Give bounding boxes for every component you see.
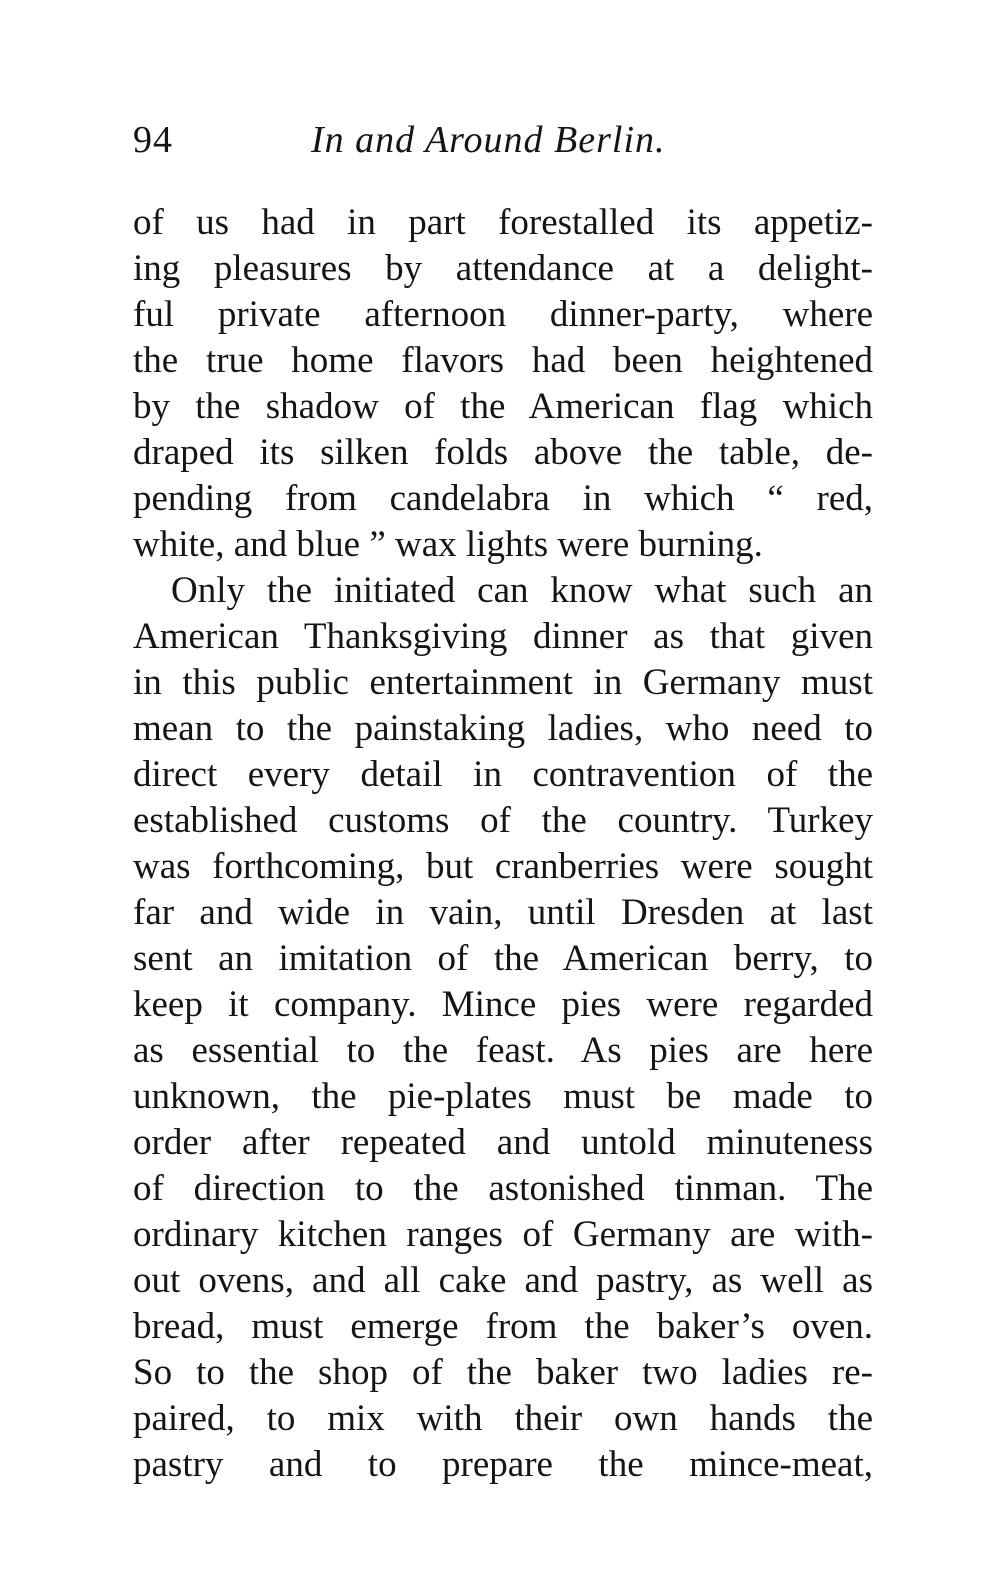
text-line: draped its silken folds above the table, de- (133, 432, 873, 473)
page-number: 94 (133, 119, 173, 161)
text-line: Only the initiated can know what such an (171, 570, 873, 611)
text-line: paired, to mix with their own hands the (133, 1398, 873, 1439)
text-line: as essential to the feast. As pies are here (133, 1030, 873, 1071)
text-line: established customs of the country. Turkey (133, 800, 873, 841)
text-line: pastry and to prepare the mince-meat, (133, 1444, 873, 1485)
text-line: So to the shop of the baker two ladies re- (133, 1352, 873, 1393)
text-line: unknown, the pie-plates must be made to (133, 1076, 873, 1117)
text-line: sent an imitation of the American berry, to (133, 938, 873, 979)
text-line: ordinary kitchen ranges of Germany are with- (133, 1214, 873, 1255)
text-line: of direction to the astonished tinman. The (133, 1168, 873, 1209)
text-line: ful private afternoon dinner-party, where (133, 294, 873, 335)
text-line: bread, must emerge from the baker’s oven. (133, 1306, 873, 1347)
text-line: was forthcoming, but cranberries were sought (133, 846, 873, 887)
text-line: order after repeated and untold minuteness (133, 1122, 873, 1163)
paragraph-2 (133, 568, 873, 1488)
text-line: pending from candelabra in which “ red, (133, 478, 873, 519)
text-line: ing pleasures by attendance at a delight- (133, 248, 873, 289)
text-line: the true home flavors had been heightened (133, 340, 873, 381)
running-title: In and Around Berlin. (311, 119, 666, 161)
text-line: in this public entertainment in Germany must (133, 662, 873, 703)
text-line: white, and blue ” wax lights were burning. (133, 524, 763, 565)
text-line: out ovens, and all cake and pastry, as well as (133, 1260, 873, 1301)
text-line: keep it company. Mince pies were regarded (133, 984, 873, 1025)
text-line: direct every detail in contravention of the (133, 754, 873, 795)
text-line: by the shadow of the American flag which (133, 386, 873, 427)
text-line: far and wide in vain, until Dresden at last (133, 892, 873, 933)
text-line: mean to the painstaking ladies, who need to (133, 708, 873, 749)
running-head (133, 112, 873, 168)
body-text (133, 200, 873, 1488)
text-line: American Thanksgiving dinner as that given (133, 616, 873, 657)
text-line: of us had in part forestalled its appetiz- (133, 202, 873, 243)
paragraph-1 (133, 200, 873, 568)
